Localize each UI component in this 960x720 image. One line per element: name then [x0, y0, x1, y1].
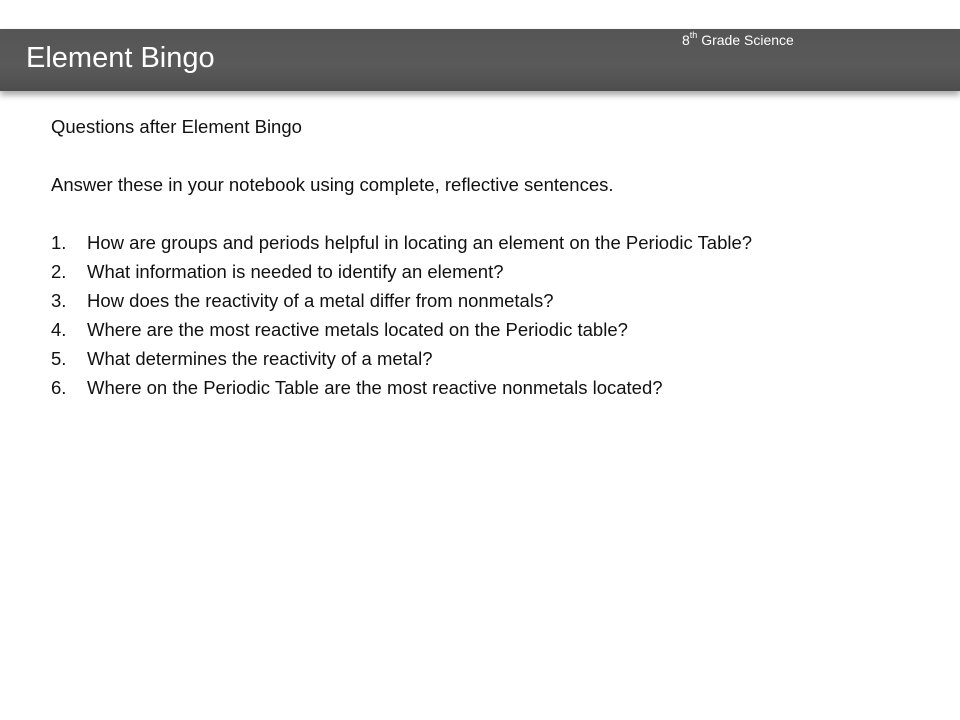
question-number: 4.	[51, 319, 67, 340]
question-number: 1.	[51, 232, 67, 253]
grade-number: 8	[682, 32, 690, 48]
title-bar	[0, 29, 960, 91]
question-text: How does the reactivity of a metal differ from nonmetals?	[87, 290, 554, 311]
question-text: What determines the reactivity of a metal?	[87, 348, 433, 369]
question-number: 6.	[51, 377, 67, 398]
question-item	[51, 344, 931, 373]
question-text: How are groups and periods helpful in locating an element on the Periodic Table?	[87, 232, 753, 253]
content-body	[51, 112, 931, 402]
question-text: Where are the most reactive metals located on the Periodic table?	[87, 319, 628, 340]
question-number: 2.	[51, 261, 67, 282]
grade-subject: Grade Science	[697, 32, 794, 48]
question-text: Where on the Periodic Table are the most reactive nonmetals located?	[87, 377, 663, 398]
slide-title: Element Bingo	[26, 42, 215, 74]
grade-suffix: th	[689, 30, 698, 41]
question-item	[51, 373, 931, 402]
question-item	[51, 257, 931, 286]
question-item	[51, 315, 931, 344]
question-number: 3.	[51, 290, 67, 311]
question-item	[51, 228, 931, 257]
question-item	[51, 286, 931, 315]
grade-label	[682, 30, 794, 50]
content-instructions: Answer these in your notebook using complete, reflective sentences.	[51, 174, 614, 195]
question-number: 5.	[51, 348, 67, 369]
question-list	[51, 228, 931, 402]
question-text: What information is needed to identify an element?	[87, 261, 504, 282]
content-heading: Questions after Element Bingo	[51, 116, 302, 137]
